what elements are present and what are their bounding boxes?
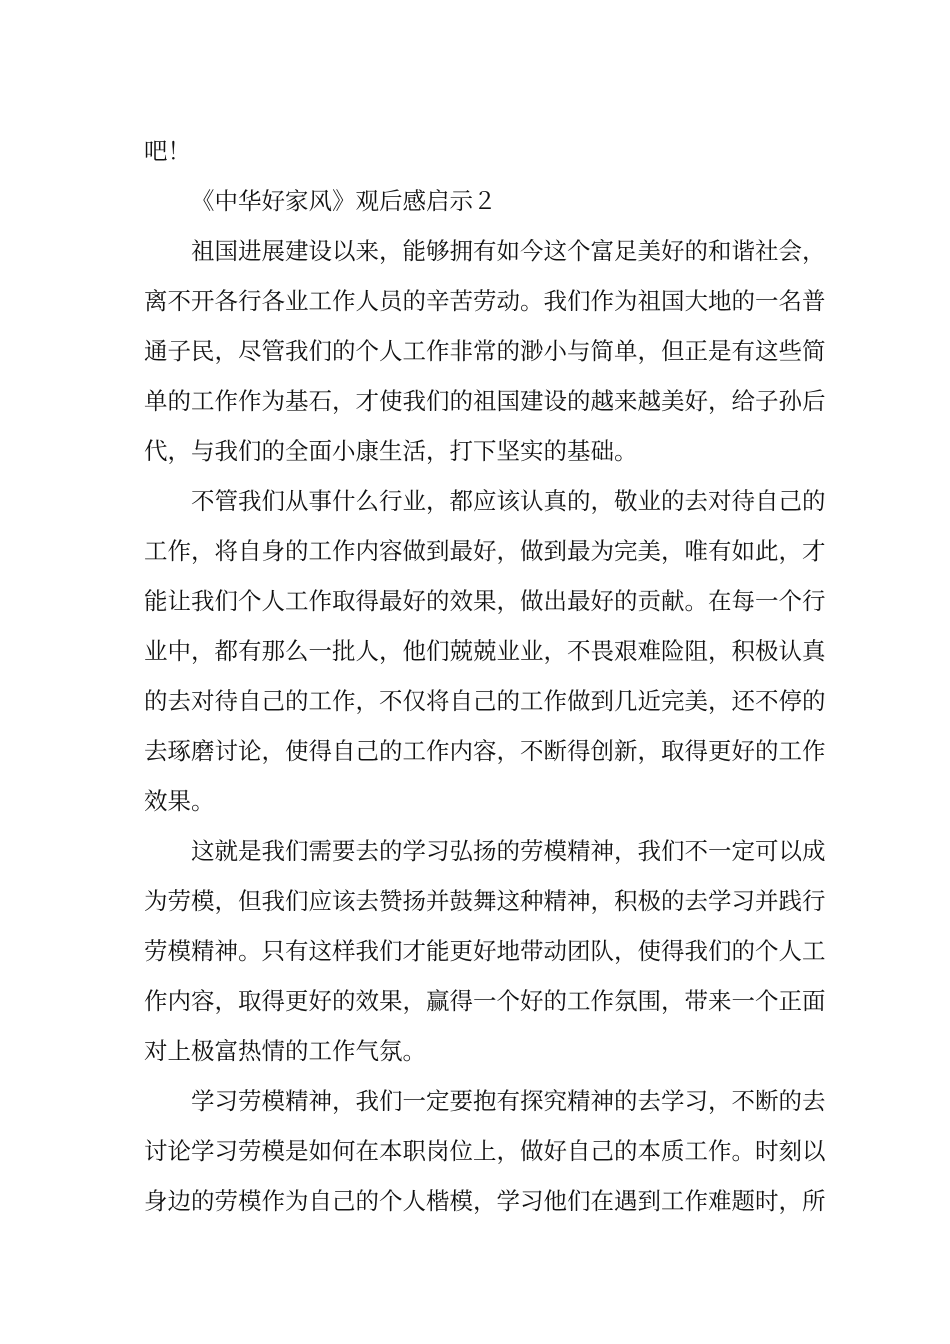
section-heading: 《中华好家风》观后感启示２ [191, 187, 497, 215]
paragraph-2-line-3: 能让我们个人工作取得最好的效果，做出最好的贡献。在每一个行 [144, 587, 826, 615]
paragraph-2-line-5: 的去对待自己的工作，不仅将自己的工作做到几近完美，还不停的 [144, 687, 826, 715]
paragraph-3-line-2: 为劳模，但我们应该去赞扬并鼓舞这种精神，积极的去学习并践行 [144, 887, 826, 915]
paragraph-4-line-3: 身边的劳模作为自己的个人楷模，学习他们在遇到工作难题时，所 [144, 1187, 826, 1215]
text-line-continuation: 吧！ [144, 137, 191, 165]
paragraph-2-line-1: 不管我们从事什么行业，都应该认真的，敬业的去对待自己的 [191, 487, 826, 515]
paragraph-2-line-2: 工作，将自身的工作内容做到最好，做到最为完美，唯有如此，才 [144, 537, 826, 565]
paragraph-3-line-5: 对上极富热情的工作气氛。 [144, 1037, 426, 1065]
paragraph-1-line-1: 祖国进展建设以来，能够拥有如今这个富足美好的和谐社会， [191, 237, 826, 265]
paragraph-1-line-2: 离不开各行各业工作人员的辛苦劳动。我们作为祖国大地的一名普 [144, 287, 826, 315]
paragraph-1-line-4: 单的工作作为基石，才使我们的祖国建设的越来越美好，给子孙后 [144, 387, 826, 415]
paragraph-3-line-3: 劳模精神。只有这样我们才能更好地带动团队，使得我们的个人工 [144, 937, 826, 965]
paragraph-4-line-2: 讨论学习劳模是如何在本职岗位上，做好自己的本质工作。时刻以 [144, 1137, 826, 1165]
paragraph-1-line-3: 通子民，尽管我们的个人工作非常的渺小与简单，但正是有这些简 [144, 337, 826, 365]
paragraph-2-line-6: 去琢磨讨论，使得自己的工作内容，不断得创新，取得更好的工作 [144, 737, 826, 765]
paragraph-3-line-4: 作内容，取得更好的效果，赢得一个好的工作氛围，带来一个正面 [144, 987, 826, 1015]
paragraph-1-line-5: 代，与我们的全面小康生活，打下坚实的基础。 [144, 437, 638, 465]
paragraph-2-line-4: 业中，都有那么一批人，他们兢兢业业，不畏艰难险阻，积极认真 [144, 637, 826, 665]
paragraph-3-line-1: 这就是我们需要去的学习弘扬的劳模精神，我们不一定可以成 [191, 837, 826, 865]
paragraph-4-line-1: 学习劳模精神，我们一定要抱有探究精神的去学习，不断的去 [191, 1087, 826, 1115]
paragraph-2-line-7: 效果。 [144, 787, 215, 815]
